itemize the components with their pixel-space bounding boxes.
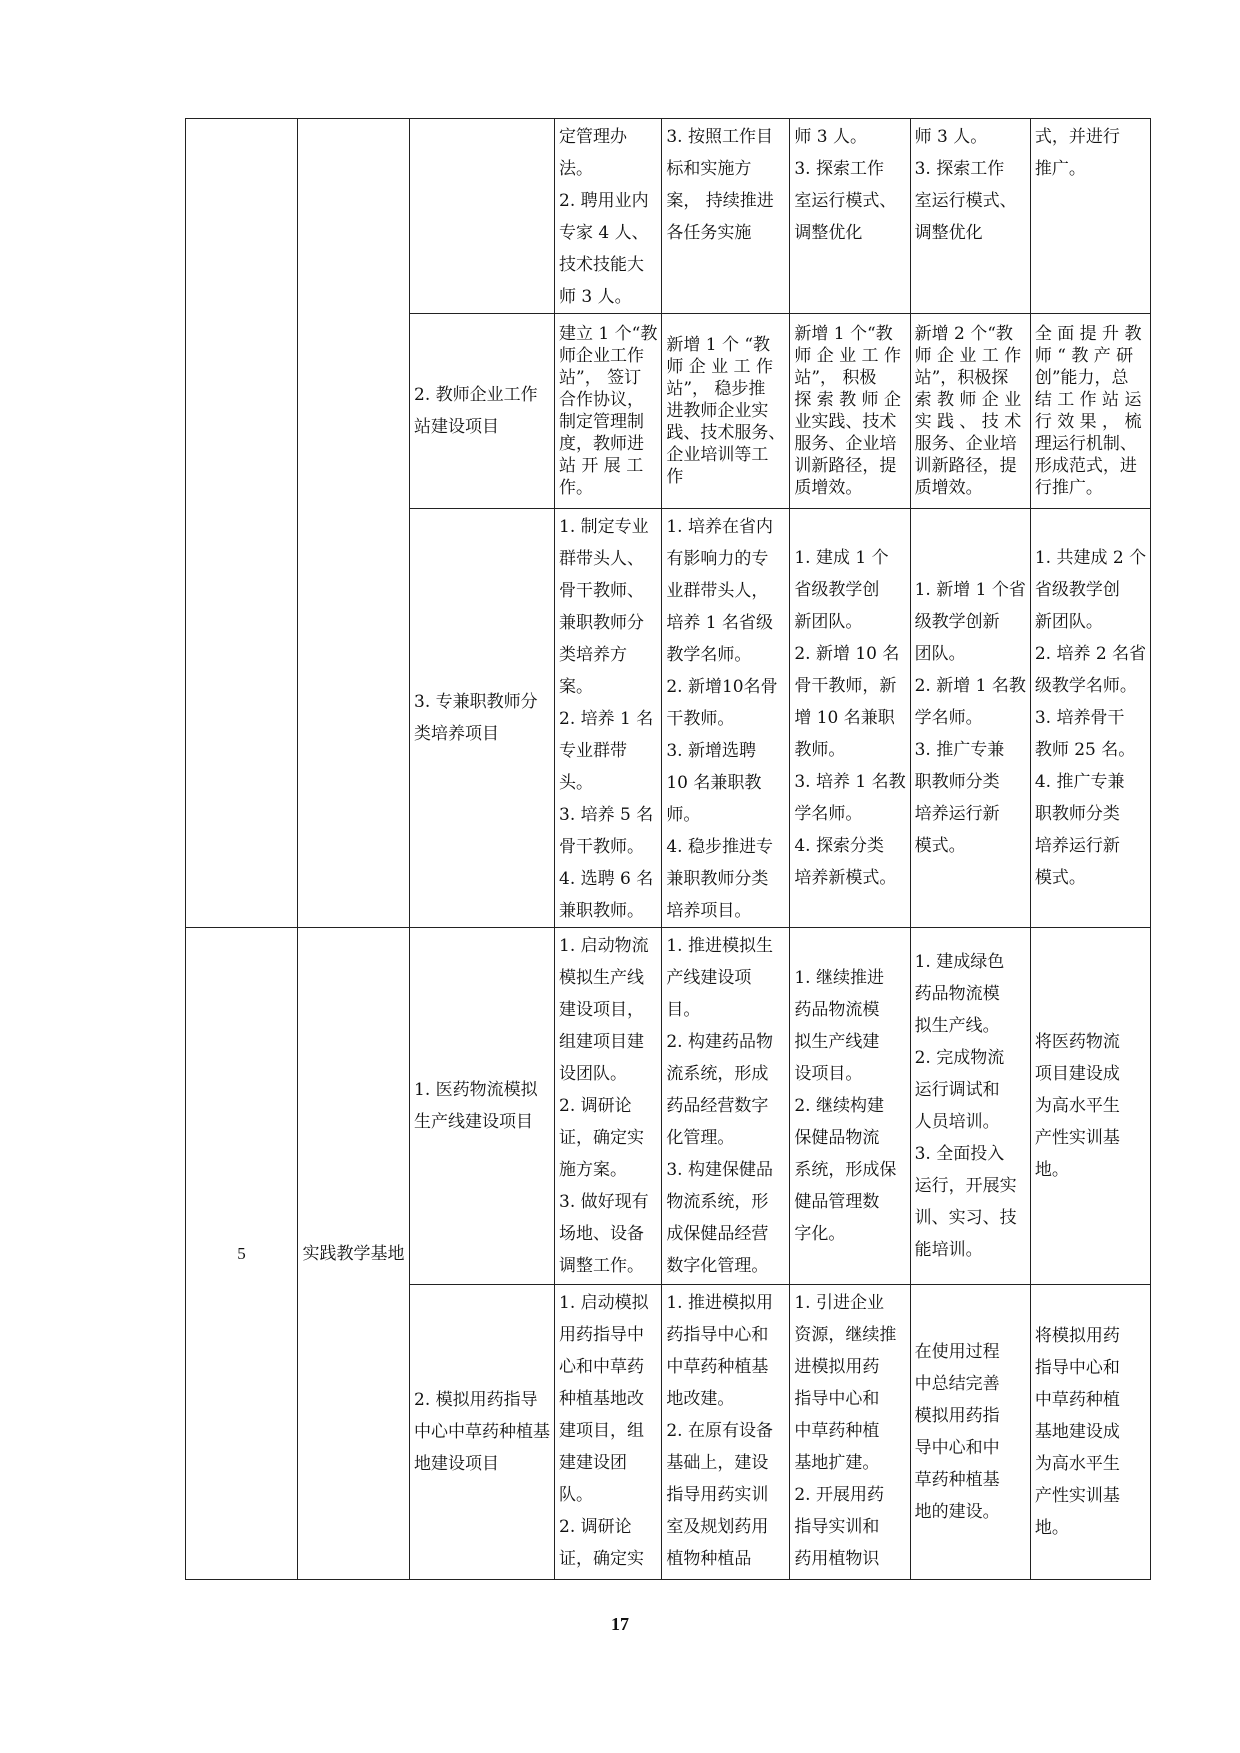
seq-cell: 5	[186, 928, 298, 1580]
phase-cell: 1. 制定专业 群带头人、 骨干教师、 兼职教师分 类培养方 案。 2. 培养 1 名 专业群带 头。 3. 培养 5 名 骨干教师。 4. 选聘 6 名 兼职教师。	[555, 509, 662, 928]
phase-cell: 1. 共建成 2 个 省级教学创 新团队。 2. 培养 2 名省 级教学名师。 3. 培养骨干 教师 25 名。 4. 推广专兼 职教师分类 培养运行新 模式。	[1030, 509, 1150, 928]
project-cell	[410, 119, 555, 314]
table-row	[186, 928, 1151, 1285]
phase-cell: 新增 1 个 “教 师 企 业 工 作 站”， 稳步推 进教师企业实 践、技术服务、 企业培训等工 作	[662, 314, 790, 509]
phase-cell: 1. 推进模拟生 产线建设项 目。 2. 构建药品物 流系统，形成 药品经营数字 化管理。 3. 构建保健品 物流系统，形 成保健品经营 数字化管理。	[662, 928, 790, 1285]
phase-cell: 定管理办 法。 2. 聘用业内 专家 4 人、 技术技能大 师 3 人。	[555, 119, 662, 314]
phase-cell: 1. 新增 1 个省 级教学创新 团队。 2. 新增 1 名教 学名师。 3. 推广专兼 职教师分类 培养运行新 模式。	[910, 509, 1030, 928]
project-cell: 2. 教师企业工作站建设项目	[410, 314, 555, 509]
phase-cell: 3. 按照工作目 标和实施方 案， 持续推进 各任务实施	[662, 119, 790, 314]
category-cell	[298, 119, 410, 928]
phase-cell: 在使用过程 中总结完善 模拟用药指 导中心和中 草药种植基 地的建设。	[910, 1285, 1030, 1580]
category-cell: 实践教学基地	[298, 928, 410, 1580]
phase-cell: 1. 引进企业 资源，继续推 进模拟用药 指导中心和 中草药种植 基地扩建。 2. 开展用药 指导实训和 药用植物识	[790, 1285, 910, 1580]
phase-cell: 1. 培养在省内 有影响力的专 业群带头人， 培养 1 名省级 教学名师。 2. 新增10名骨 干教师。 3. 新增选聘 10 名兼职教 师。 4. 稳步推进专 兼职教师分类 培养项目。	[662, 509, 790, 928]
phase-cell: 1. 建成 1 个 省级教学创 新团队。 2. 新增 10 名 骨干教师，新 增 10 名兼职 教师。 3. 培养 1 名教 学名师。 4. 探索分类 培养新模式。	[790, 509, 910, 928]
phase-cell: 建立 1 个“教 师企业工作 站”， 签订 合作协议， 制定管理制 度，教师进 站 开 展 工 作。	[555, 314, 662, 509]
phase-cell: 新增 1 个“教 师 企 业 工 作 站”， 积极 探 索 教 师 企 业实践、技术 服务、企业培 训新路径，提 质增效。	[790, 314, 910, 509]
phase-cell: 师 3 人。 3. 探索工作 室运行模式、 调整优化	[910, 119, 1030, 314]
table-row	[186, 119, 1151, 314]
page-number: 17	[611, 1614, 629, 1634]
phase-cell: 1. 启动物流 模拟生产线 建设项目， 组建项目建 设团队。 2. 调研论 证，确定实 施方案。 3. 做好现有 场地、设备 调整工作。	[555, 928, 662, 1285]
phase-cell: 师 3 人。 3. 探索工作 室运行模式、 调整优化	[790, 119, 910, 314]
plan-table	[185, 118, 1151, 1580]
project-cell: 1. 医药物流模拟生产线建设项目	[410, 928, 555, 1285]
phase-cell: 式，并进行 推广。	[1030, 119, 1150, 314]
phase-cell: 1. 继续推进 药品物流模 拟生产线建 设项目。 2. 继续构建 保健品物流 系统，形成保 健品管理数 字化。	[790, 928, 910, 1285]
phase-cell: 新增 2 个“教 师 企 业 工 作 站”，积极探 索 教 师 企 业 实 践 、 技 术 服务、企业培 训新路径，提 质增效。	[910, 314, 1030, 509]
phase-cell: 将模拟用药 指导中心和 中草药种植 基地建设成 为高水平生 产性实训基 地。	[1030, 1285, 1150, 1580]
phase-cell: 全 面 提 升 教 师 “ 教 产 研 创”能力，总 结 工 作 站 运 行 效 果 ， 梳 理运行机制、 形成范式，进 行推广。	[1030, 314, 1150, 509]
phase-cell: 1. 建成绿色 药品物流模 拟生产线。 2. 完成物流 运行调试和 人员培训。 3. 全面投入 运行，开展实 训、实习、技 能培训。	[910, 928, 1030, 1285]
phase-cell: 1. 启动模拟 用药指导中 心和中草药 种植基地改 建项目，组 建建设团 队。 2. 调研论 证，确定实	[555, 1285, 662, 1580]
phase-cell: 将医药物流 项目建设成 为高水平生 产性实训基 地。	[1030, 928, 1150, 1285]
project-cell: 2. 模拟用药指导中心中草药种植基地建设项目	[410, 1285, 555, 1580]
project-cell: 3. 专兼职教师分类培养项目	[410, 509, 555, 928]
phase-cell: 1. 推进模拟用 药指导中心和 中草药种植基 地改建。 2. 在原有设备 基础上，建设 指导用药实训 室及规划药用 植物种植品	[662, 1285, 790, 1580]
seq-cell	[186, 119, 298, 928]
